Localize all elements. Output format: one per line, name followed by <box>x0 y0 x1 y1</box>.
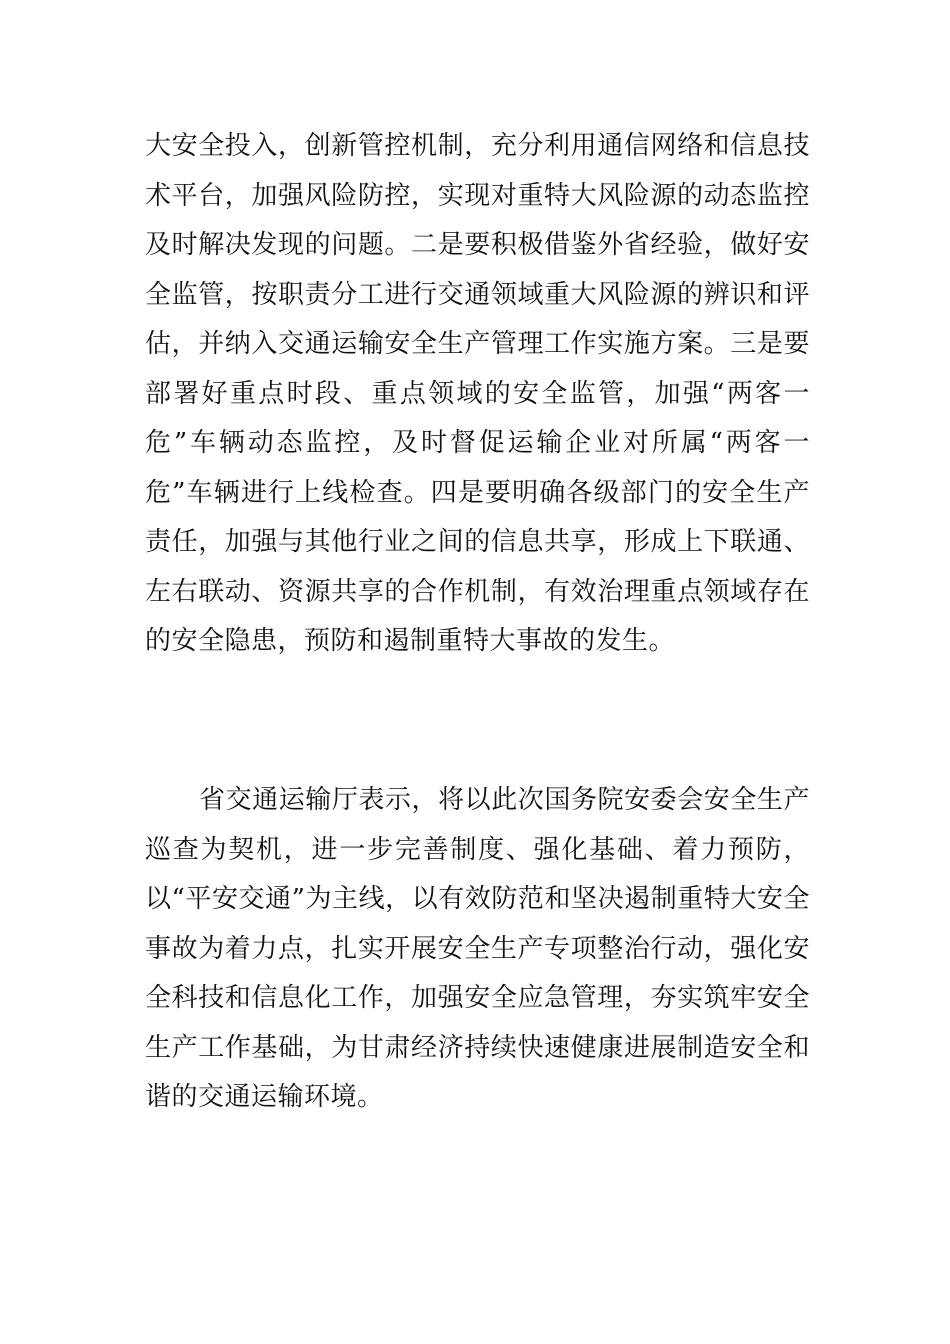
body-paragraph-1: 大安全投入，创新管控机制，充分利用通信网络和信息技术平台，加强风险防控，实现对重特大风险源的动态监控及时解决发现的问题。二是要积极借鉴外省经验，做好安全监管，按职责分工进行交通领域重大风险源的辨识和评估，并纳入交通运输安全生产管理工作实施方案。三是要部署好重点时段、重点领域的安全监管，加强“两客一危”车辆动态监控，及时督促运输企业对所属“两客一危”车辆进行上线检查。四是要明确各级部门的安全生产责任，加强与其他行业之间的信息共享，形成上下联通、左右联动、资源共享的合作机制，有效治理重点领域存在的安全隐患，预防和遏制重特大事故的发生。 <box>145 131 810 656</box>
body-paragraph-2: 省交通运输厅表示，将以此次国务院安委会安全生产巡查为契机，进一步完善制度、强化基础、着力预防，以“平安交通”为主线，以有效防范和坚决遏制重特大安全事故为着力点，扎实开展安全生产专项整治行动，强化安全科技和信息化工作，加强安全应急管理，夯实筑牢安全生产工作基础，为甘肃经济持续快速健康进展制造安全和谐的交通运输环境。 <box>145 785 810 1112</box>
